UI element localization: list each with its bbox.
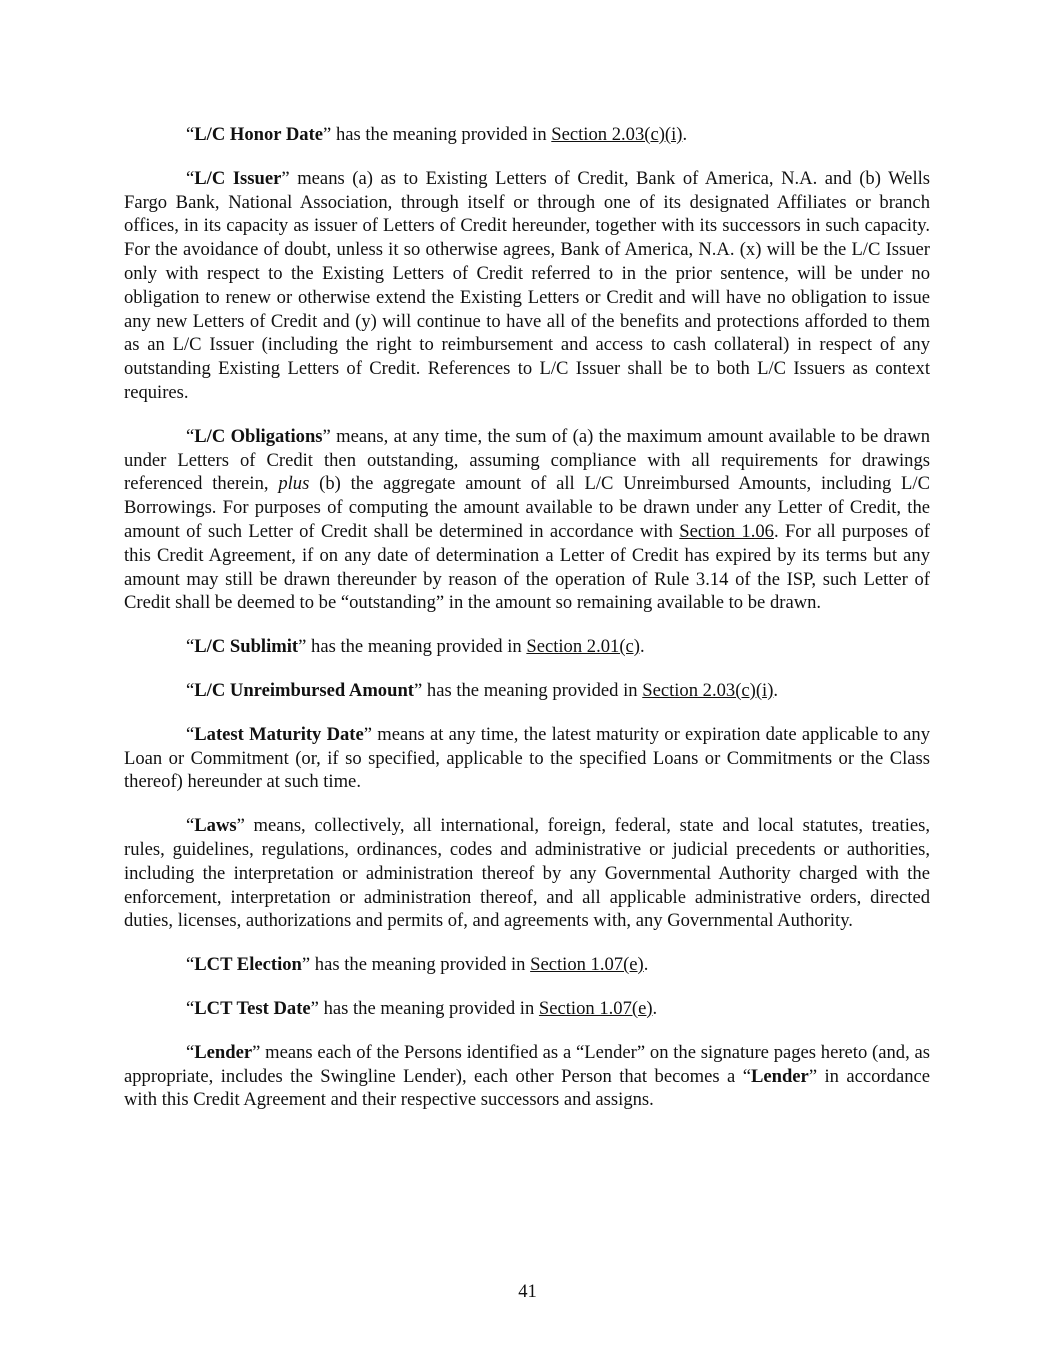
definition-lc-obligations: “L/C Obligations” means, at any time, the sum of (a) the maximum amount available to be drawn under Letters of Credit then outstanding, assuming compliance with all requirements for drawings referenced therein, plus (b) the aggregate amount of all L/C Unreimbursed Amounts, including L/C Borrowings. For purposes of computing the amount available to be drawn under any Letter of Credit, the amount of such Letter of Credit shall be determined in accordance with Section 1.06. For all purposes of this Credit Agreement, if on any date of determination a Letter of Credit has expired by its terms but any amount may still be drawn thereunder by reason of the operation of Rule 3.14 of the ISP, such Letter of Credit shall be deemed to be “outstanding” in the amount so remaining available to be drawn.	[124, 425, 930, 614]
definition-text: has the meaning provided in	[331, 124, 552, 145]
definition-text: means (a) as to Existing Letters of Credit, Bank of America, N.A. and (b) Wells Fargo Bank, National Association, through itself or through one of its designated Affiliates or branch offices, in its capacity as issuer of Letters of Credit hereunder, together with its successors in such capacity. For the avoidance of doubt, unless it so otherwise agrees, Bank of America, N.A. (x) will be the L/C Issuer only with respect to the Existing Letters of Credit referred to in the prior sentence, will be under no obligation to renew or otherwise extend the Existing Letters or Credit and will have no obligation to issue any new Letters of Credit and (y) will continue to have all of the benefits and protections afforded to them as an L/C Issuer (including the right to reimbursement and access to cash collateral) in respect of any outstanding Existing Letters of Credit. References to L/C Issuer shall be to both L/C Issuers as context requires.	[124, 167, 931, 403]
defined-term: LCT Election	[194, 954, 302, 976]
definition-text: means, at any time, the sum of (a) the maximum amount available to be drawn under Letters of Credit then outstanding, assuming compliance with all requirements for drawings referenced therein,	[124, 425, 930, 495]
defined-term: Lender	[194, 1041, 253, 1063]
definition-text: has the meaning provided in	[310, 954, 531, 976]
page-number: 41	[518, 1281, 537, 1302]
definition-text: means at any time, the latest maturity or expiration date applicable to any Loan or Commitment (or, if so specified, applicable to the specified Loans or Commitments or the Class thereof) hereunder at such time.	[124, 723, 930, 793]
section-reference: Section 1.06	[679, 520, 774, 542]
definition-lct-election: “LCT Election” has the meaning provided in Section 1.07(e).	[186, 954, 649, 976]
defined-term: L/C Honor Date	[194, 124, 324, 145]
definition-latest-maturity-date: “Latest Maturity Date” means at any time, the latest maturity or expiration date applicable to any Loan or Commitment (or, if so specified, applicable to the specified Loans or Commitments or the Class thereof) hereunder at such time.	[124, 723, 930, 793]
definition-laws: “Laws” means, collectively, all international, foreign, federal, state and local statutes, treaties, rules, guidelines, regulations, ordinances, codes and administrative or judicial precedents or authorities, including the interpretation or administration thereof by any Governmental Authority charged with the enforcement, interpretation or administration thereof, and all applicable administrative orders, directed duties, licenses, authorizations and permits of, and agreements with, any Governmental Authority.	[124, 815, 930, 932]
defined-term: Laws	[194, 815, 237, 837]
definition-text: has the meaning provided in	[306, 636, 527, 658]
definition-lender: “Lender” means each of the Persons identified as a “Lender” on the signature pages hereto (and, as appropriate, includes the Swingline Lender), each other Person that becomes a “Lender” in accordance with this Credit Agreement and their respective successors and assigns.	[124, 1041, 931, 1111]
definition-lct-test-date: “LCT Test Date” has the meaning provided in Section 1.07(e).	[186, 997, 658, 1019]
defined-term: L/C Sublimit	[194, 636, 299, 658]
defined-term: L/C Obligations	[194, 425, 323, 447]
section-reference: Section 2.03(c)(i)	[551, 124, 683, 145]
definition-text: means, collectively, all international, foreign, federal, state and local statutes, treaties, rules, guidelines, regulations, ordinances, codes and administrative or judicial precedents or authorities, including the interpretation or administration thereof by any Governmental Authority charged with the enforcement, interpretation or administration thereof, and all applicable administrative orders, directed duties, licenses, authorizations and permits of, and agreements with, any Governmental Authority.	[124, 815, 930, 932]
defined-term: L/C Issuer	[194, 167, 282, 189]
defined-term: LCT Test Date	[194, 997, 311, 1019]
section-reference: Section 1.07(e)	[530, 954, 644, 976]
defined-term: Latest Maturity Date	[194, 723, 364, 745]
definition-lc-issuer: “L/C Issuer” means (a) as to Existing Letters of Credit, Bank of America, N.A. and (b) Wells Fargo Bank, National Association, through itself or through one of its designated Affiliates or branch offices, in its capacity as issuer of Letters of Credit hereunder, together with its successors in such capacity. For the avoidance of doubt, unless it so otherwise agrees, Bank of America, N.A. (x) will be the L/C Issuer only with respect to the Existing Letters of Credit referred to in the prior sentence, will be under no obligation to renew or otherwise extend the Existing Letters or Credit and will have no obligation to issue any new Letters of Credit and (y) will continue to have all of the benefits and protections afforded to them as an L/C Issuer (including the right to reimbursement and access to cash collateral) in respect of any outstanding Existing Letters of Credit. References to L/C Issuer shall be to both L/C Issuers as context requires.	[124, 167, 931, 403]
section-reference: Section 2.01(c)	[526, 636, 640, 658]
definition-text: has the meaning provided in	[318, 997, 539, 1019]
defined-term: Lender	[750, 1065, 809, 1087]
emphasis-text: plus	[278, 473, 310, 495]
section-reference: Section 2.03(c)(i)	[642, 679, 774, 701]
definition-text: has the meaning provided in	[422, 679, 643, 701]
definition-lc-honor-date: “L/C Honor Date” has the meaning provided in Section 2.03(c)(i).	[186, 124, 688, 145]
document-page	[124, 123, 930, 1132]
section-reference: Section 1.07(e)	[538, 997, 653, 1019]
definition-text: means each of the Persons identified as a “Lender” on the signature pages hereto (and, as appropriate, includes the Swingline Lender), each other Person that becomes a	[124, 1041, 930, 1087]
definition-text: in accordance with this Credit Agreement and their respective successors and assigns.	[124, 1065, 931, 1111]
defined-term: L/C Unreimbursed Amount	[194, 679, 414, 701]
definition-lc-unreimbursed-amount: “L/C Unreimbursed Amount” has the meaning provided in Section 2.03(c)(i).	[186, 679, 779, 701]
definition-text: (b) the aggregate amount of all L/C Unreimbursed Amounts, including L/C Borrowings. For purposes of computing the amount available to be drawn under any Letter of Credit, the amount of such Letter of Credit shall be determined in accordance with	[124, 473, 930, 542]
definition-lc-sublimit: “L/C Sublimit” has the meaning provided in Section 2.01(c).	[186, 636, 645, 658]
definition-text: . For all purposes of this Credit Agreement, if on any date of determination a Letter of Credit has expired by its terms but any amount may still be drawn thereunder by reason of the operation of Rule 3.14 of the ISP, such Letter of Credit shall be deemed to be “outstanding” in the amount so remaining available to be drawn.	[124, 520, 930, 614]
